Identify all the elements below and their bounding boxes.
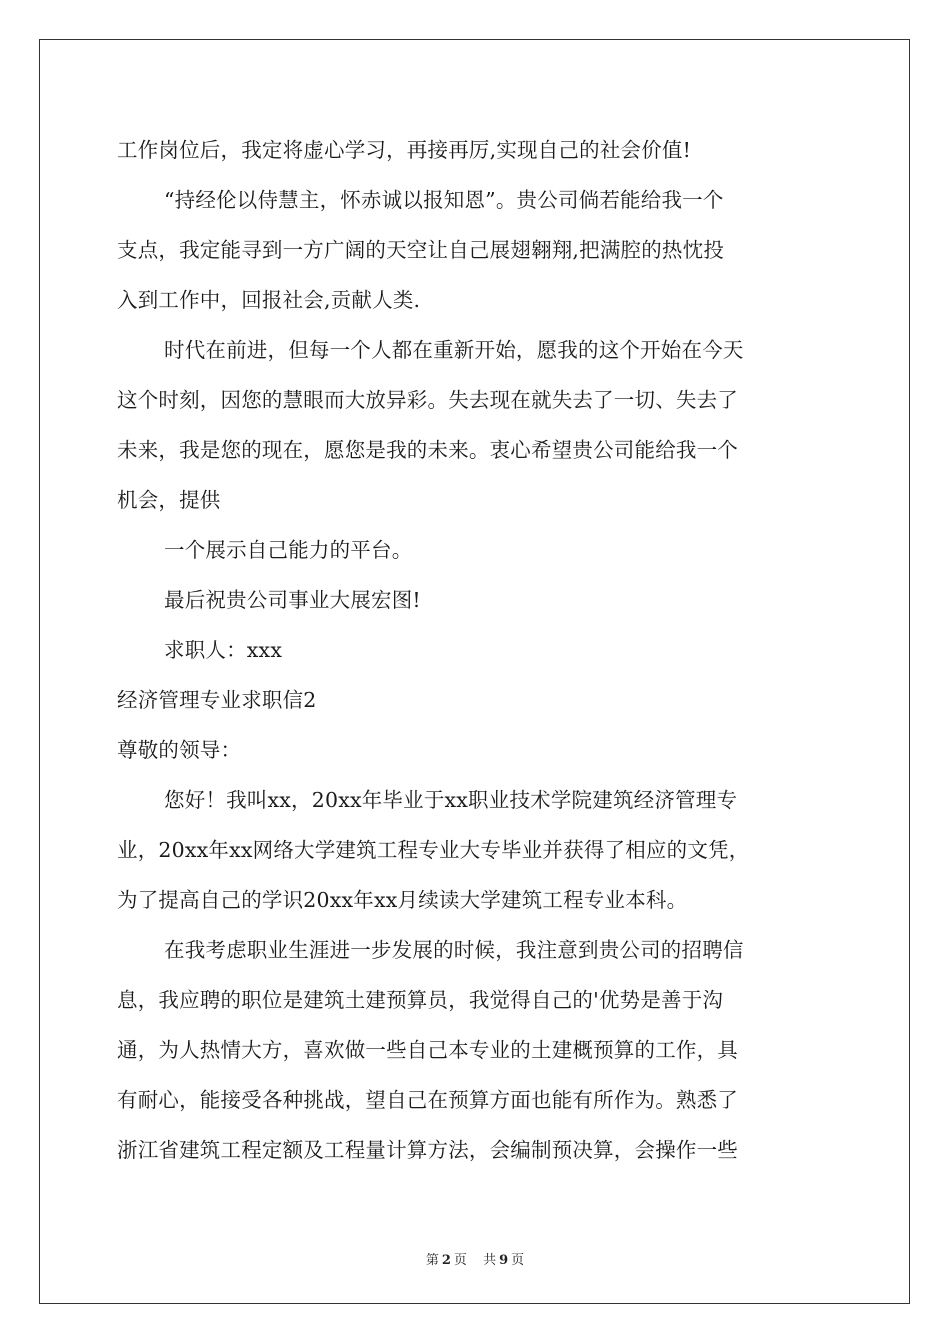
salutation: 尊敬的领导：	[117, 738, 242, 762]
text-line: 通，为人热情大方，喜欢做一些自己本专业的土建概预算的工作，具	[117, 1038, 738, 1062]
signature-line: 求职人：xxx	[164, 638, 283, 662]
total-suffix: 页	[511, 1253, 525, 1268]
text-line: 在我考虑职业生涯进一步发展的时候，我注意到贵公司的招聘信	[164, 938, 744, 962]
page-footer	[0, 1249, 950, 1268]
page-prefix: 第	[425, 1253, 439, 1268]
text-line: 您好！我叫xx，20xx年毕业于xx职业技术学院建筑经济管理专	[164, 788, 738, 812]
text-line: 浙江省建筑工程定额及工程量计算方法，会编制预决算，会操作一些	[117, 1138, 738, 1162]
text-line: 息，我应聘的职位是建筑土建预算员，我觉得自己的'优势是善于沟	[117, 988, 724, 1012]
text-line: 最后祝贵公司事业大展宏图!	[164, 588, 421, 612]
total-pages: 9	[499, 1253, 509, 1268]
text-line: 入到工作中，回报社会,贡献人类.	[117, 288, 421, 312]
text-line: 有耐心，能接受各种挑战，望自己在预算方面也能有所作为。熟悉了	[117, 1088, 738, 1112]
text-line: 工作岗位后，我定将虚心学习，再接再厉,实现自己的社会价值!	[117, 138, 692, 162]
text-line: “持经伦以侍慧主，怀赤诚以报知恩”。贵公司倘若能给我一个	[164, 188, 724, 212]
text-line: 未来，我是您的现在，愿您是我的未来。衷心希望贵公司能给我一个	[117, 438, 738, 462]
text-line: 业，20xx年xx网络大学建筑工程专业大专毕业并获得了相应的文凭，	[117, 838, 750, 862]
total-prefix: 共	[483, 1253, 497, 1268]
text-line: 支点，我定能寻到一方广阔的天空让自己展翅翱翔,把满腔的热忱投	[117, 238, 725, 262]
document-body	[117, 125, 837, 1175]
text-line: 为了提高自己的学识20xx年xx月续读大学建筑工程专业本科。	[117, 888, 688, 912]
current-page: 2	[441, 1253, 451, 1268]
page-suffix: 页	[453, 1253, 467, 1268]
text-line: 一个展示自己能力的平台。	[164, 538, 413, 562]
section-heading: 经济管理专业求职信2	[117, 688, 317, 712]
page-total	[480, 1253, 527, 1268]
text-line: 这个时刻，因您的慧眼而大放异彩。失去现在就失去了一切、失去了	[117, 388, 738, 412]
text-line: 时代在前进，但每一个人都在重新开始，愿我的这个开始在今天	[164, 338, 744, 362]
page-number	[423, 1253, 470, 1268]
text-line: 机会，提供	[117, 488, 221, 512]
